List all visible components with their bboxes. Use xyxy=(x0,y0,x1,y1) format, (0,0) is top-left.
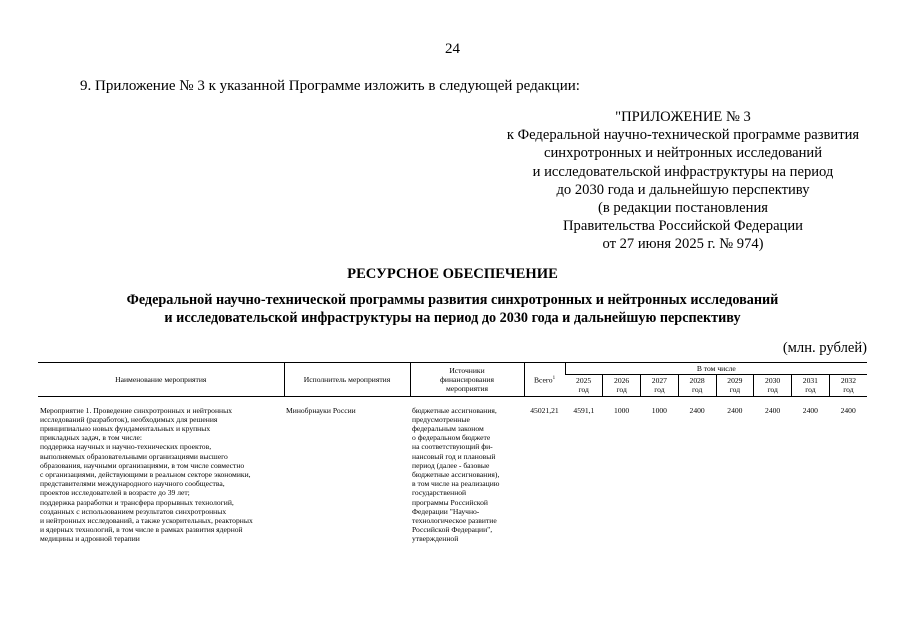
cell-year-value: 2400 xyxy=(727,405,743,415)
units-label: (млн. рублей) xyxy=(782,340,867,356)
header-total-footnote: 1 xyxy=(552,375,556,381)
header-year-number: 2025 xyxy=(576,376,592,386)
activity-text-line: и ядерных технологий, в том числе в рамках развития ядерной xyxy=(40,525,243,535)
appendix-line: и исследовательской инфраструктуры на период xyxy=(532,163,834,180)
activity-text-line: поддержка разработки и трансфера прорывных технологий, xyxy=(40,497,234,507)
funding-text-line: программы Российской xyxy=(412,497,488,507)
cell-activity-name xyxy=(38,396,284,544)
cell-year-value: 1000 xyxy=(651,405,667,415)
funding-text-line: Федерации "Научно- xyxy=(412,506,480,516)
funding-text-line: о федеральном бюджете xyxy=(412,433,491,443)
appendix-line: синхротронных и нейтронных исследований xyxy=(543,145,823,162)
funding-text-line: технологическое развитие xyxy=(412,516,497,526)
funding-text-line: государственной xyxy=(412,488,467,498)
funding-text-line: утвержденной xyxy=(412,534,459,544)
funding-text-line: предусмотренные xyxy=(412,414,470,424)
header-year-2031 xyxy=(792,375,830,396)
header-year-word: год xyxy=(729,385,741,395)
header-year-word: год xyxy=(843,385,854,395)
header-year-number: 2031 xyxy=(802,376,818,386)
cell-year-value: 4591,1 xyxy=(573,405,595,415)
appendix-line: "ПРИЛОЖЕНИЕ № 3 xyxy=(615,109,751,125)
subtitle-line: и исследовательской инфраструктуры на период до 2030 года и дальнейшую перспективу xyxy=(164,310,741,326)
header-total-label: Всего xyxy=(533,375,553,385)
document-subtitle xyxy=(0,291,905,327)
header-year-number: 2027 xyxy=(651,376,667,386)
header-year-2025 xyxy=(565,375,603,396)
document-title: РЕСУРСНОЕ ОБЕСПЕЧЕНИЕ xyxy=(347,266,558,282)
header-year-2029 xyxy=(716,375,754,396)
activity-text-line: созданных с использованием результатов синхротронных xyxy=(40,506,227,516)
header-year-2028 xyxy=(678,375,716,396)
activity-text-line: проектов исследователей в возрасте до 39 лет; xyxy=(40,488,190,498)
header-year-number: 2032 xyxy=(840,376,856,386)
header-year-2030 xyxy=(754,375,792,396)
activity-text-line: образования, научными организациями, в том числе совместно xyxy=(40,460,245,470)
activity-text-line: прикладных задач, в том числе: xyxy=(40,433,142,443)
resource-table xyxy=(38,362,867,544)
header-sources xyxy=(410,363,524,397)
header-sources-line: мероприятия xyxy=(445,383,489,393)
header-year-word: год xyxy=(691,385,703,395)
activity-text-line: поддержка научных и научно-технических проектов, xyxy=(40,442,212,452)
activity-text-line: и нейтронных исследований, а также ускорительных, реакторных xyxy=(40,516,253,526)
table-row xyxy=(38,396,867,544)
activity-text-line: выполняемых образовательными организациями высшего xyxy=(40,451,228,461)
funding-text-line: бюджетные ассигнования), xyxy=(412,470,500,480)
header-year-word: год xyxy=(654,385,665,395)
funding-text-line: нансовый год и плановый xyxy=(412,451,496,461)
header-year-number: 2030 xyxy=(765,376,781,386)
appendix-header xyxy=(488,108,878,254)
cell-year-value: 1000 xyxy=(614,405,630,415)
appendix-line: от 27 июня 2025 г. № 974) xyxy=(602,236,764,253)
appendix-line: до 2030 года и дальнейшую перспективу xyxy=(556,181,810,198)
header-year-number: 2029 xyxy=(727,376,743,386)
header-year-word: год xyxy=(767,385,778,395)
appendix-line: (в редакции постановления xyxy=(598,200,768,217)
cell-total: 45021,21 xyxy=(530,405,559,415)
activity-text-line: медицины и адронной терапии xyxy=(40,534,140,544)
activity-text-line: Мероприятие 1. Проведение синхротронных и нейтронных xyxy=(40,405,233,415)
funding-text-line: Российской Федерации", xyxy=(412,525,493,535)
funding-text-line: бюджетные ассигнования, xyxy=(412,405,497,415)
header-sources-line: Источники xyxy=(449,365,485,375)
funding-text-line: на соответствующий фи- xyxy=(412,442,493,452)
header-year-word: год xyxy=(805,385,816,395)
header-name: Наименование мероприятия xyxy=(38,363,284,397)
activity-text-line: с организациями, действующими в реальном секторе экономики, xyxy=(40,470,251,480)
cell-year-value: 2400 xyxy=(689,405,705,415)
page-number: 24 xyxy=(445,41,460,57)
activity-text-line: представителями международного научного сообщества, xyxy=(40,479,225,489)
cell-year-value: 2400 xyxy=(802,405,818,415)
activity-text-line: принципиально новых фундаментальных и крупных xyxy=(40,424,211,434)
cell-year-value: 2400 xyxy=(840,405,856,415)
funding-text-line: период (далее - базовые xyxy=(412,460,490,470)
subtitle-line: Федеральной научно-технической программы развития синхротронных и нейтронных исследований xyxy=(126,292,779,308)
activity-text-line: исследований (разработок), необходимых для решения xyxy=(40,414,218,424)
header-year-number: 2028 xyxy=(689,376,705,386)
header-year-2027 xyxy=(641,375,679,396)
funding-text-line: в том числе на реализацию xyxy=(412,479,500,489)
header-total xyxy=(524,363,565,397)
header-year-word: год xyxy=(616,385,627,395)
header-executor: Исполнитель мероприятия xyxy=(284,363,410,397)
header-year-2026 xyxy=(603,375,641,396)
header-year-word: год xyxy=(578,385,589,395)
header-year-2032 xyxy=(829,375,867,396)
intro-paragraph: 9. Приложение № 3 к указанной Программе изложить в следующей редакции: xyxy=(80,78,580,94)
appendix-line: к Федеральной научно-технической программе развития xyxy=(506,127,860,144)
header-including: В том числе xyxy=(565,363,867,375)
funding-text-line: федеральным законом xyxy=(412,424,484,434)
cell-year-value: 2400 xyxy=(765,405,781,415)
appendix-line: Правительства Российской Федерации xyxy=(563,218,803,235)
cell-funding-source xyxy=(410,396,524,544)
header-year-number: 2026 xyxy=(614,376,630,386)
header-sources-line: финансирования xyxy=(440,374,494,384)
cell-executor: Минобрнауки России xyxy=(286,405,356,415)
